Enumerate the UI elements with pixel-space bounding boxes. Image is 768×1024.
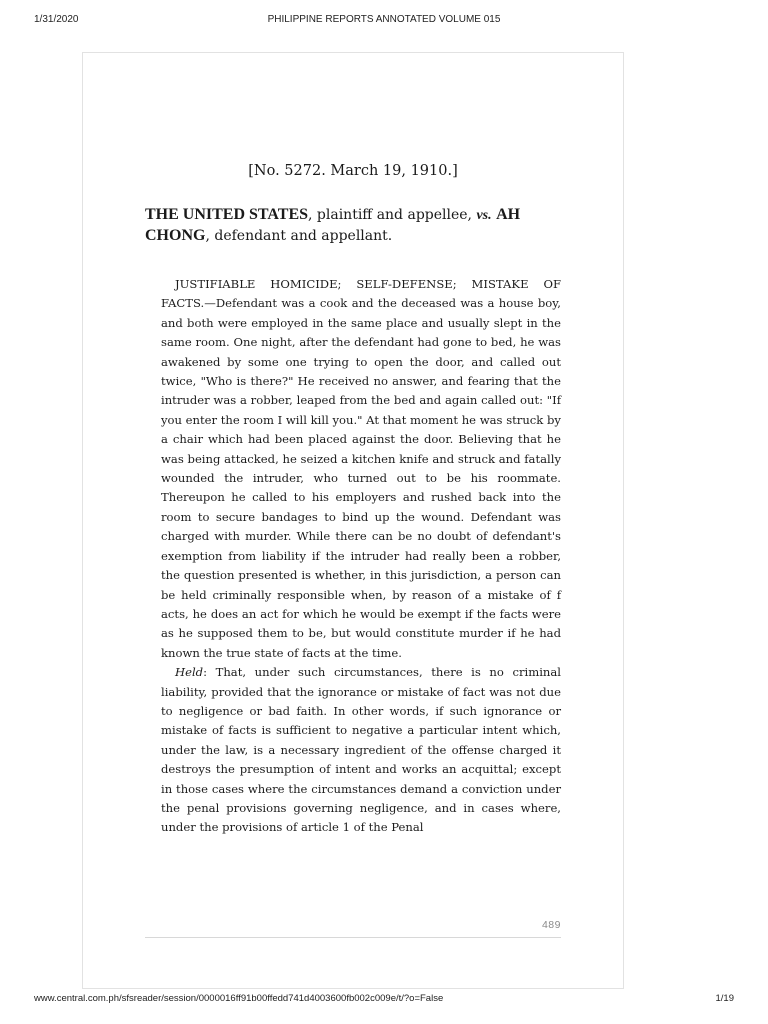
plaintiff-name: THE UNITED STATES xyxy=(145,206,309,223)
case-parties xyxy=(145,205,565,246)
page-divider xyxy=(145,937,561,938)
case-number: [No. 5272. March 19, 1910.] xyxy=(248,163,458,179)
page-number: 489 xyxy=(541,919,561,931)
syllabus-paragraph: JUSTIFIABLE HOMICIDE; SELF-DEFENSE; MISTAKE OF FACTS.—Defendant was a cook and the deceased was a house boy, and both were employed in the same place and usually slept in the same room. One night, after the defendant had gone to bed, he was awakened by some one trying to open the door, and called out twice, "Who is there?" He received no answer, and fearing that the intruder was a robber, leaped from the bed and again called out: "If you enter the room I will kill you." At that moment he was struck by a chair which had been placed against the door. Believing that he was being attacked, he seized a kitchen knife and struck and fatally wounded the intruder, who turned out to be his roommate. Thereupon he called to his employers and rushed back into the room to secure bandages to bind up the wound. Defendant was charged with murder. While there can be no doubt of defendant's exemption from liability if the intruder had really been a robber, the question presented is whether, in this jurisdiction, a person can be held criminally responsible when, by reason of a mistake of f acts, he does an act for which he would be exempt if the facts were as he supposed them to be, but would constitute murder if he had known the true state of facts at the time. xyxy=(161,277,561,660)
print-footer xyxy=(0,993,768,1007)
syllabus xyxy=(161,275,561,838)
page-count: 1/19 xyxy=(715,993,734,1004)
print-document-title: PHILIPPINE REPORTS ANNOTATED VOLUME 015 xyxy=(267,14,501,25)
defendant-name: AH CHONG xyxy=(145,206,521,244)
defendant-role: , defendant and appellant. xyxy=(205,228,393,244)
versus-label: vs. xyxy=(476,208,492,223)
print-header xyxy=(0,14,768,28)
page-url: www.central.com.ph/sfsreader/session/0000016ff91b00ffedd741d4003600fb002c009e/t/?o=False xyxy=(34,993,444,1004)
print-date: 1/31/2020 xyxy=(34,14,79,25)
document-page xyxy=(82,52,624,989)
held-label: Held xyxy=(175,665,204,680)
held-paragraph xyxy=(161,663,561,838)
plaintiff-role: , plaintiff and appellee, xyxy=(308,207,477,223)
held-text: : That, under such circumstances, there is no criminal liability, provided that the ignorance or mistake of fact was not due to negligence or bad faith. In other words, if such ignorance or mistake of facts is sufficient to negative a particular intent which, under the law, is a necessary ingredient of the offense charged it destroys the presumption of intent and works an acquittal; except in those cases where the circumstances demand a conviction under the penal provisions governing negligence, and in cases where, under the provisions of article 1 of the Penal xyxy=(161,665,561,835)
